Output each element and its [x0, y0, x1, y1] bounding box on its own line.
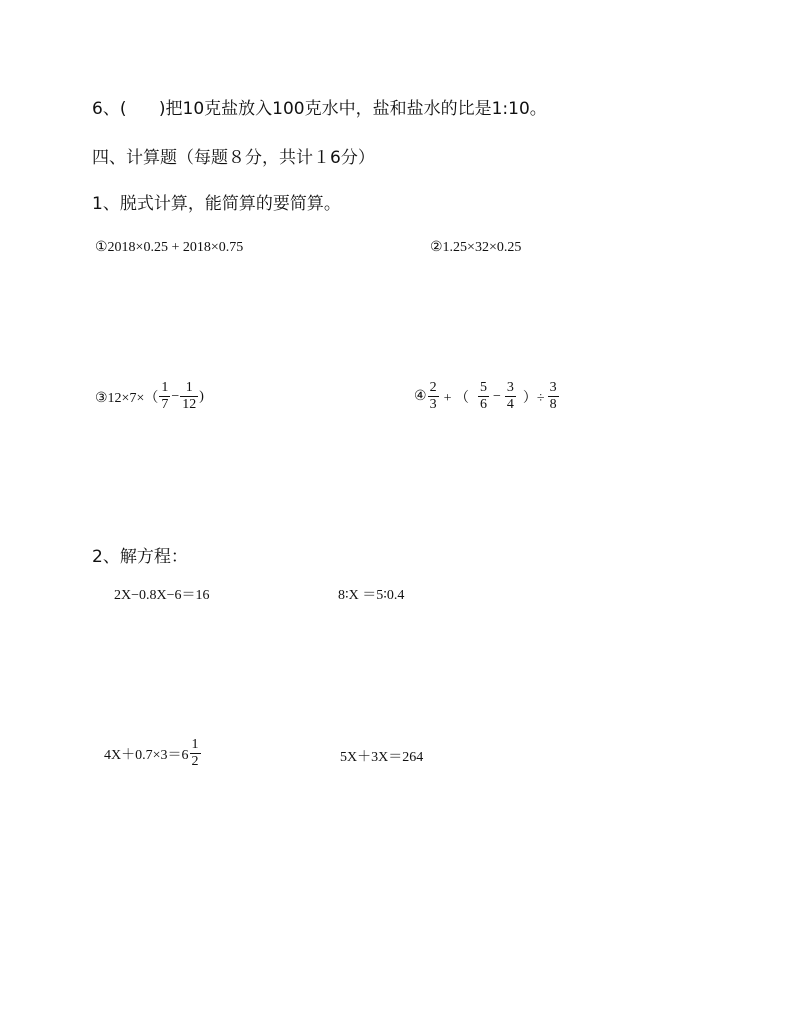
fraction — [548, 380, 559, 413]
problem-3-prefix: ③12×7×（ — [95, 390, 159, 406]
fraction — [180, 380, 198, 413]
plus-open-paren: + （ — [443, 390, 469, 406]
numerator: 1 — [191, 737, 199, 752]
numerator: 2 — [429, 380, 437, 395]
equation-3 — [104, 737, 202, 770]
equation-1: 2X−0.8X−6＝16 — [114, 588, 210, 603]
numerator: 3 — [549, 380, 557, 395]
denominator: 4 — [506, 397, 514, 412]
part-2-title: 2、解方程： — [92, 547, 188, 567]
denominator: 6 — [479, 397, 487, 412]
question-6-text: )把10克盐放入100克水中，盐和盐水的比是1:10。 — [158, 99, 547, 119]
denominator: 12 — [182, 397, 197, 412]
numerator: 1 — [180, 380, 198, 397]
fraction — [159, 380, 170, 413]
numerator: 5 — [479, 380, 487, 395]
equation-3-prefix: 4X＋0.7×3＝6 — [104, 747, 189, 763]
problem-1: ①2018×0.25 + 2018×0.75 — [95, 240, 244, 255]
problem-4 — [414, 380, 560, 413]
minus-sign: − — [492, 388, 501, 404]
problem-3 — [95, 380, 204, 413]
answer-blank — [126, 99, 158, 119]
minus-sign: − — [171, 388, 180, 404]
fraction — [190, 737, 201, 770]
question-6 — [92, 94, 547, 119]
part-1-title: 1、脱式计算，能简算的要简算。 — [92, 194, 341, 214]
fraction — [505, 380, 516, 413]
fraction — [428, 380, 439, 413]
fraction — [478, 380, 489, 413]
denominator: 8 — [549, 397, 557, 412]
denominator: 3 — [429, 397, 437, 412]
equation-2: 8∶X ＝5∶0.4 — [338, 588, 405, 603]
numerator: 1 — [161, 380, 169, 395]
question-6-number: 6、( — [92, 99, 127, 119]
numerator: 3 — [506, 380, 514, 395]
section-4-title: 四、计算题（每题８分，共计１6分） — [92, 148, 375, 168]
close-paren: ) — [199, 388, 204, 404]
denominator: 7 — [161, 397, 169, 412]
problem-2: ②1.25×32×0.25 — [430, 240, 522, 255]
problem-4-marker: ④ — [414, 389, 427, 404]
equation-4: 5X＋3X＝264 — [340, 750, 424, 765]
close-paren-divide: ）÷ — [522, 390, 545, 406]
denominator: 2 — [191, 754, 199, 769]
